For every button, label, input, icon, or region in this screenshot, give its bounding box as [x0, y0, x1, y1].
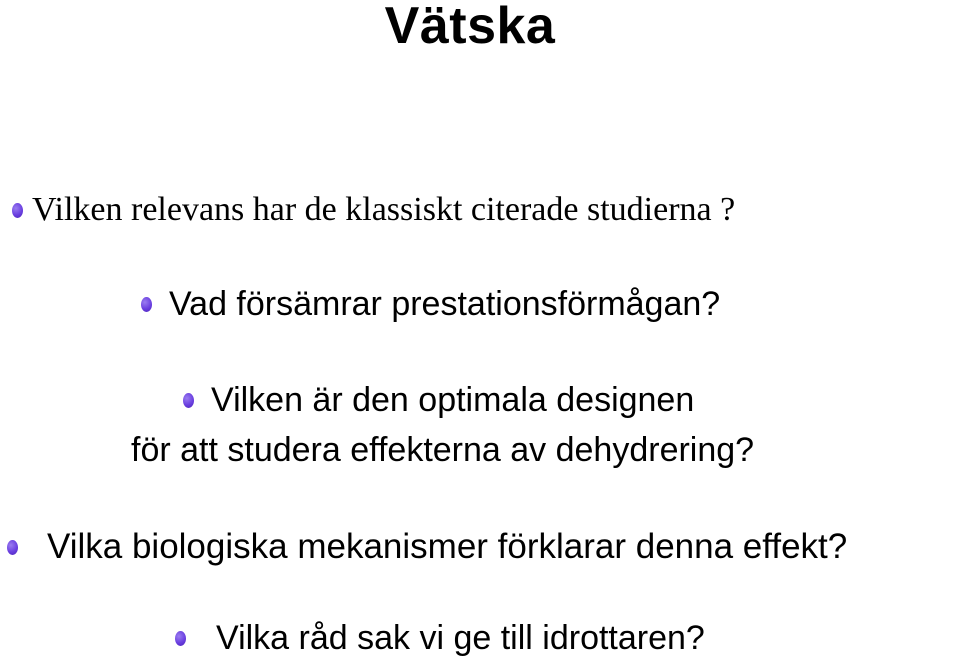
bullet-dot-icon [7, 540, 18, 555]
bullet-dot-icon [183, 393, 194, 408]
bullet-item [183, 380, 694, 420]
bullet-text: Vad försämrar prestationsförmågan? [169, 285, 721, 323]
bullet-text: Vilka biologiska mekanismer förklarar denna effekt? [47, 527, 848, 566]
bullet-item [141, 284, 720, 324]
bullet-item [12, 190, 735, 230]
bullet-text: Vilken relevans har de klassiskt citerade studierna ? [32, 191, 736, 228]
bullet-text: Vilka råd sak vi ge till idrottaren? [216, 619, 705, 657]
bullet-dot-icon [141, 297, 152, 312]
bullet-continuation [131, 430, 754, 470]
bullet-item [7, 527, 847, 567]
bullet-text: Vilken är den optimala designen [211, 381, 695, 419]
bullet-item [175, 618, 705, 658]
bullet-dot-icon [175, 631, 186, 646]
slide-title: Vätska [384, 0, 556, 55]
bullet-text: för att studera effekterna av dehydrering? [131, 431, 755, 469]
bullet-dot-icon [12, 203, 23, 218]
